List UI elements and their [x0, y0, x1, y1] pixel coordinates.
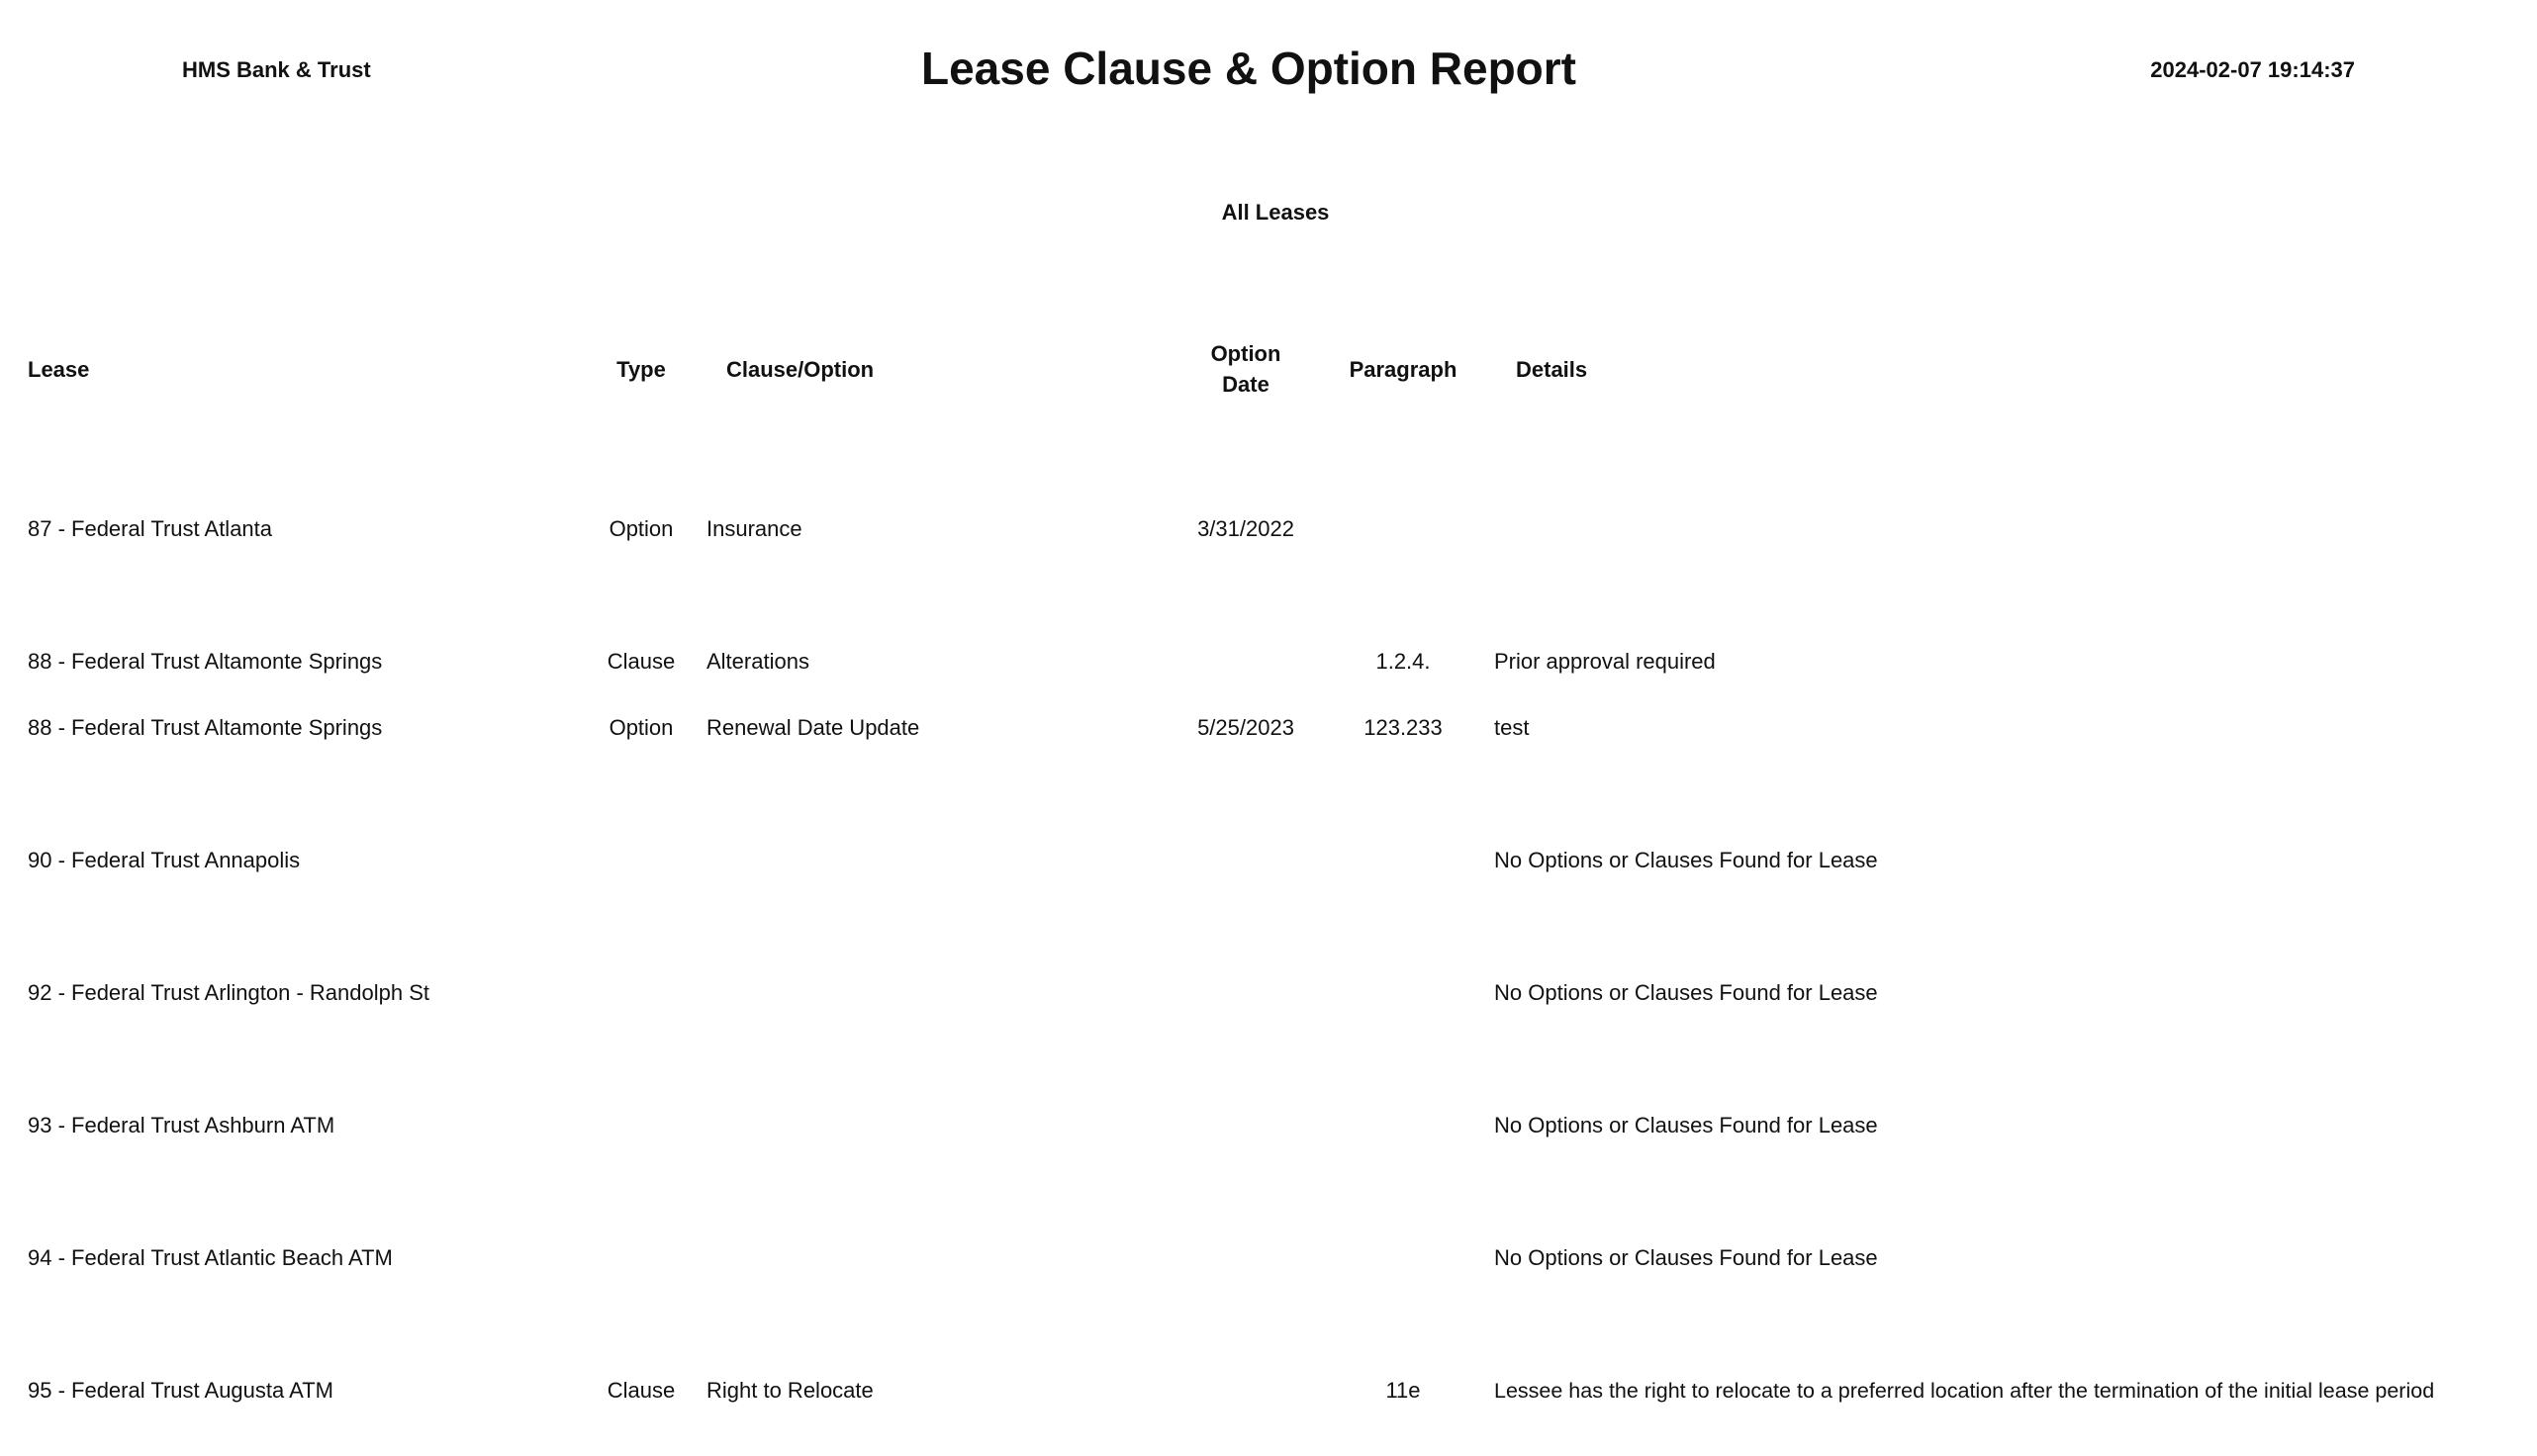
- paragraph-cell: 11e: [1385, 1378, 1421, 1403]
- details-cell: No Options or Clauses Found for Lease: [1494, 848, 1878, 872]
- paragraph-cell: 1.2.4.: [1375, 649, 1431, 674]
- column-header-details: Details: [1516, 357, 1588, 382]
- option-date-cell: 5/25/2023: [1197, 715, 1294, 740]
- option-date-cell: 3/31/2022: [1197, 516, 1294, 541]
- column-header-clause-option: Clause/Option: [726, 357, 875, 382]
- type-cell: Clause: [607, 1378, 676, 1403]
- lease-cell: 90 - Federal Trust Annapolis: [28, 848, 301, 872]
- report-subtitle: All Leases: [1221, 200, 1330, 225]
- column-header-option-date: [1172, 338, 1320, 400]
- type-cell: Clause: [607, 649, 676, 674]
- details-cell: No Options or Clauses Found for Lease: [1494, 1113, 1878, 1138]
- column-header-option-date-line2: Date: [1222, 372, 1269, 397]
- details-cell: No Options or Clauses Found for Lease: [1494, 980, 1878, 1005]
- clause-option-cell: Alterations: [706, 649, 809, 674]
- details-cell: test: [1494, 715, 1530, 740]
- column-header-lease: Lease: [28, 357, 90, 382]
- company-name: HMS Bank & Trust: [182, 57, 371, 82]
- report-timestamp: 2024-02-07 19:14:37: [2150, 57, 2355, 82]
- clause-option-cell: Insurance: [706, 516, 802, 541]
- column-header-type: Type: [616, 357, 666, 382]
- report-title: Lease Clause & Option Report: [920, 43, 1576, 94]
- lease-cell: 94 - Federal Trust Atlantic Beach ATM: [28, 1245, 393, 1270]
- lease-cell: 92 - Federal Trust Arlington - Randolph St: [28, 980, 429, 1005]
- column-header-option-date-line1: Option: [1210, 341, 1281, 366]
- lease-cell: 88 - Federal Trust Altamonte Springs: [28, 715, 383, 740]
- type-cell: Option: [609, 516, 674, 541]
- details-cell: No Options or Clauses Found for Lease: [1494, 1245, 1878, 1270]
- lease-cell: 87 - Federal Trust Atlanta: [28, 516, 273, 541]
- column-header-paragraph: Paragraph: [1349, 357, 1457, 382]
- clause-option-cell: Right to Relocate: [706, 1378, 874, 1403]
- type-cell: Option: [609, 715, 674, 740]
- details-cell: Lessee has the right to relocate to a preferred location after the termination of the initial lease period: [1494, 1379, 2435, 1403]
- clause-option-cell: Renewal Date Update: [706, 715, 920, 740]
- details-cell: Prior approval required: [1494, 649, 1716, 674]
- paragraph-cell: 123.233: [1363, 715, 1443, 740]
- lease-cell: 93 - Federal Trust Ashburn ATM: [28, 1113, 335, 1138]
- lease-cell: 88 - Federal Trust Altamonte Springs: [28, 649, 383, 674]
- lease-cell: 95 - Federal Trust Augusta ATM: [28, 1378, 333, 1403]
